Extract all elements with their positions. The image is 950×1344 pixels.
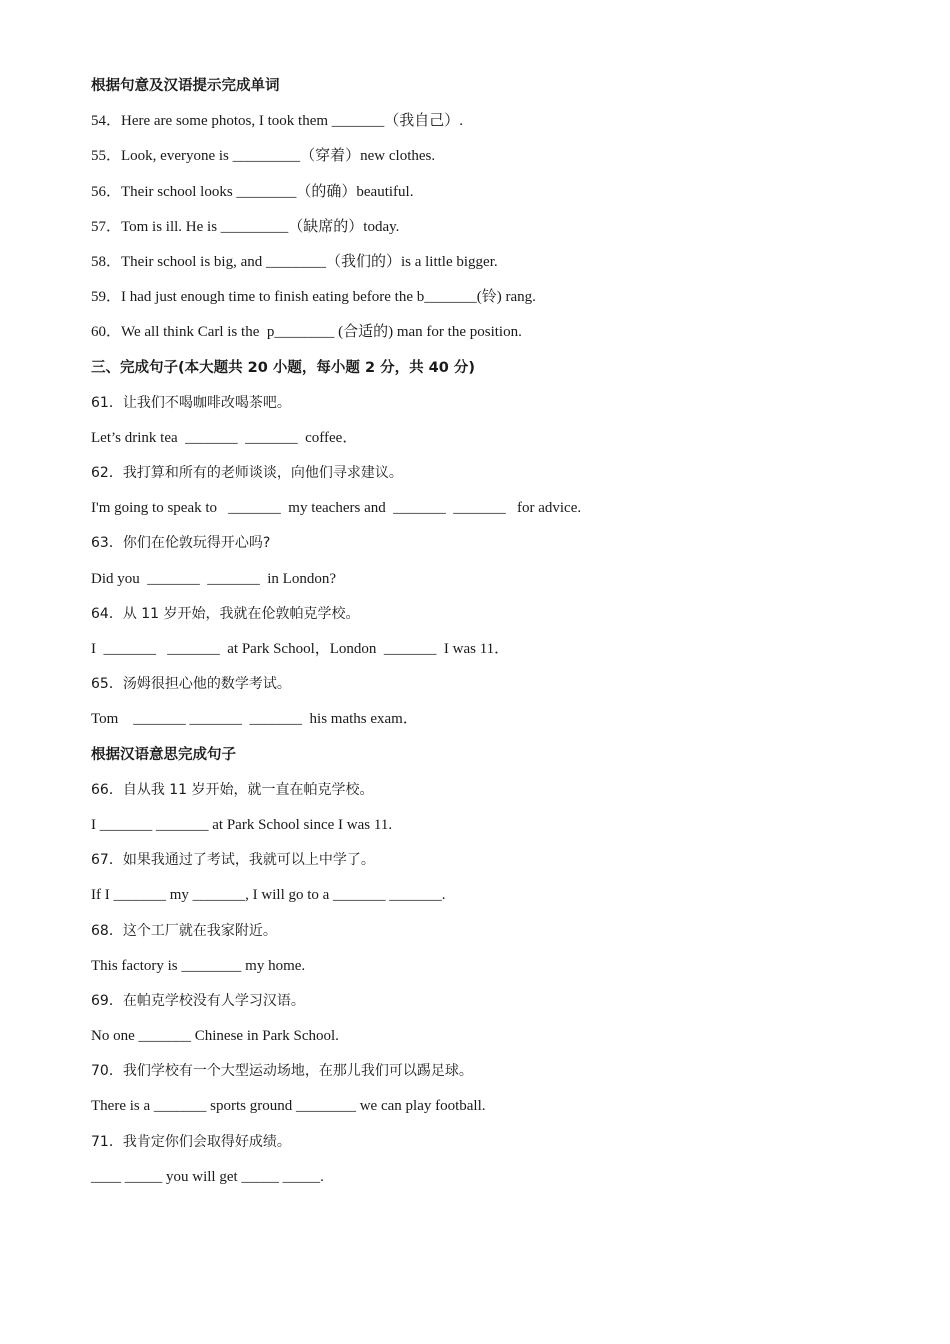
question-69-sentence: No one _______ Chinese in Park School. xyxy=(91,1028,339,1045)
question-67-sentence: If I _______ my _______, I will go to a _______ _______. xyxy=(91,887,446,904)
question-58: 58．Their school is big, and ________（我们的）is a little bigger. xyxy=(91,253,498,270)
question-62-prompt: 62．我打算和所有的老师谈谈，向他们寻求建议。 xyxy=(91,465,403,482)
question-64-prompt: 64．从 11 岁开始，我就在伦敦帕克学校。 xyxy=(91,605,360,622)
question-70-prompt: 70．我们学校有一个大型运动场地，在那儿我们可以踢足球。 xyxy=(91,1063,473,1080)
question-66-sentence: I _______ _______ at Park School since I was 11. xyxy=(91,816,393,833)
question-57: 57．Tom is ill. He is _________（缺席的）today. xyxy=(91,218,400,235)
worksheet-page xyxy=(91,74,911,1200)
question-64-sentence: I _______ _______ at Park School，London _______ I was 11． xyxy=(91,641,510,657)
section-heading-sentence-completion: 根据汉语意思完成句子 xyxy=(91,746,236,763)
question-62-sentence: I'm going to speak to _______ my teachers and _______ _______ for advice. xyxy=(91,500,582,517)
question-71-sentence: ____ _____ you will get _____ _____. xyxy=(91,1168,324,1185)
question-68-sentence: This factory is ________ my home. xyxy=(91,957,306,974)
question-54: 54．Here are some photos, I took them _______（我自己）. xyxy=(91,113,464,130)
question-67-prompt: 67．如果我通过了考试，我就可以上中学了。 xyxy=(91,852,375,869)
section-heading-word-completion: 根据句意及汉语提示完成单词 xyxy=(91,78,280,94)
question-71-prompt: 71．我肯定你们会取得好成绩。 xyxy=(91,1133,291,1150)
question-65-prompt: 65．汤姆很担心他的数学考试。 xyxy=(91,676,291,693)
question-55: 55．Look, everyone is _________（穿着）new clothes. xyxy=(91,148,436,165)
question-68-prompt: 68．这个工厂就在我家附近。 xyxy=(91,922,277,939)
question-66-prompt: 66．自从我 11 岁开始，就一直在帕克学校。 xyxy=(91,781,374,798)
question-61-sentence: Let’s drink tea _______ _______ coffee． xyxy=(91,429,358,446)
question-63-sentence: Did you _______ _______ in London? xyxy=(91,570,336,587)
question-61-prompt: 61．让我们不喝咖啡改喝茶吧。 xyxy=(91,394,291,411)
question-69-prompt: 69．在帕克学校没有人学习汉语。 xyxy=(91,992,305,1009)
question-70-sentence: There is a _______ sports ground ________ we can play football. xyxy=(91,1098,486,1115)
question-59: 59．I had just enough time to finish eating before the b_______(铃) rang. xyxy=(91,289,536,306)
question-63-prompt: 63．你们在伦敦玩得开心吗? xyxy=(91,535,271,552)
section-heading-three: 三、完成句子(本大题共 20 小题，每小题 2 分，共 40 分) xyxy=(91,359,475,376)
question-56: 56．Their school looks ________（的确）beautiful. xyxy=(91,183,414,200)
question-65-sentence: Tom _______ _______ _______ his maths exam． xyxy=(91,711,418,728)
question-60: 60．We all think Carl is the p________ (合适的) man for the position. xyxy=(91,324,522,341)
